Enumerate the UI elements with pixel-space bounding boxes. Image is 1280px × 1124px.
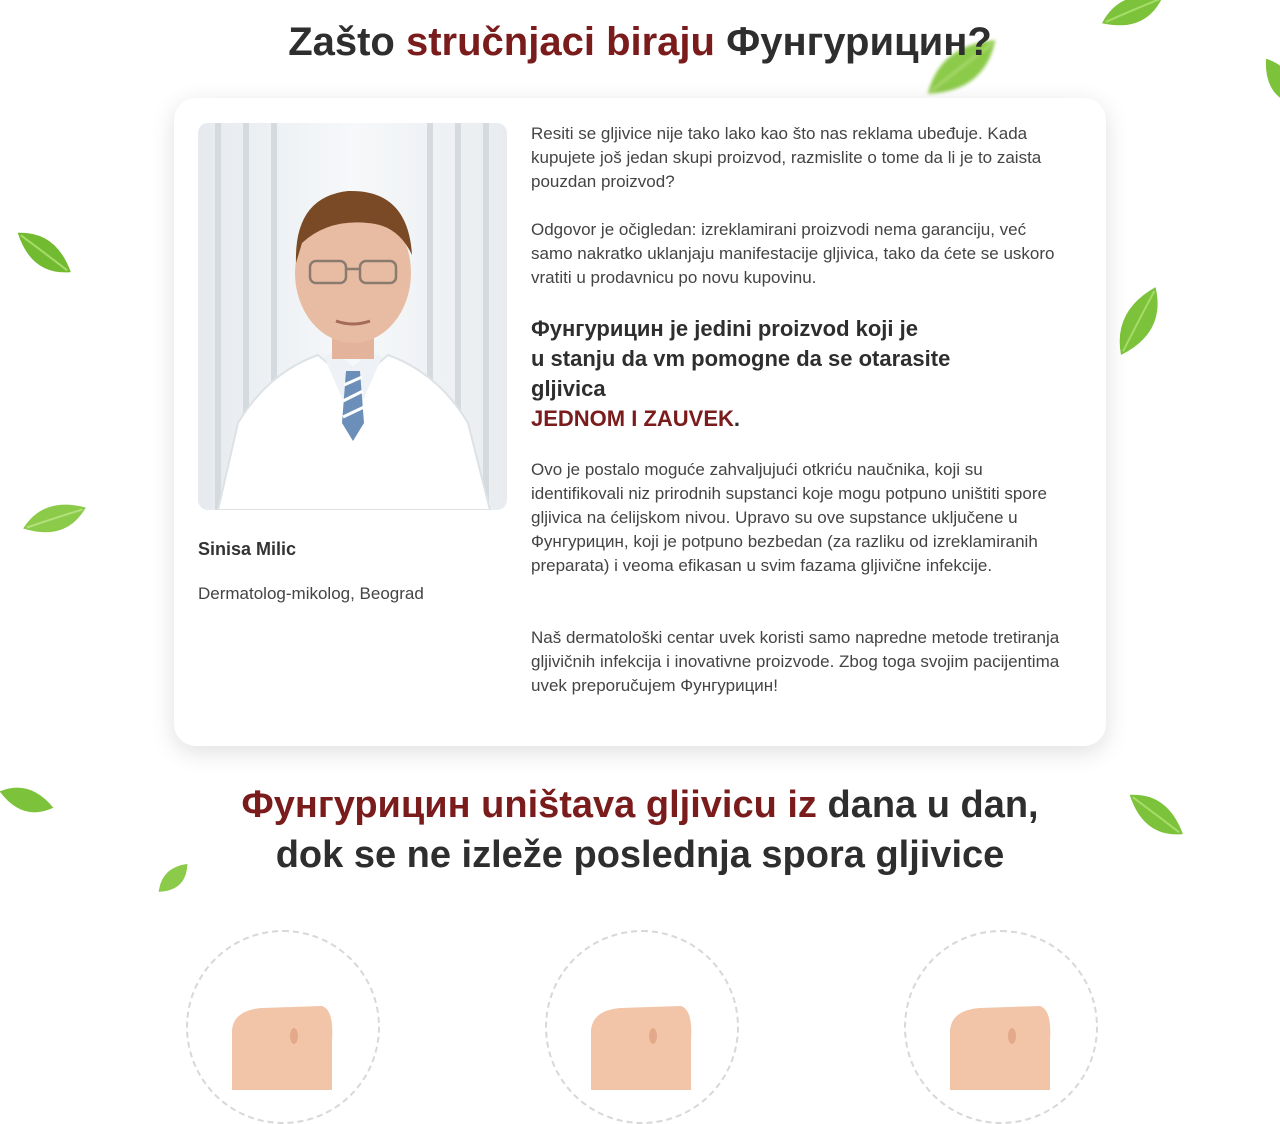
- lead-accent: JEDNOM I ZAUVEK: [531, 406, 734, 431]
- title-text: Фунгурицин?: [714, 20, 992, 64]
- doctor-name: Sinisa Milic: [198, 539, 297, 559]
- subtitle-line: [0, 780, 1280, 830]
- subtitle-accent: Фунгурицин uništava gljivicu iz: [241, 784, 817, 826]
- step-circle: [186, 930, 380, 1124]
- lead-line: gljivica: [531, 376, 606, 401]
- leaf-icon: [3, 216, 82, 292]
- paragraph: Ovo je postalo moguće zahvaljujući otkriću naučnika, koji su identifikovali niz prirodnih supstanci koje mogu potpuno uništiti spore gljivica na ćelijskom nivou. Upravo su ove supstance uključene u Фунгурицин, koji je potpuno bezbedan (za razliku od izreklamiranih preparata) i veoma efikasan u svim fazama gljivične infekcije.: [531, 460, 1047, 575]
- expert-card: [174, 98, 1106, 746]
- step-circle: [545, 930, 739, 1124]
- skin-illustration: [222, 970, 342, 1090]
- lead-accent-line: [531, 404, 1071, 434]
- title-text: Zašto: [288, 20, 406, 64]
- subtitle-text: dana u dan,: [816, 784, 1039, 826]
- paragraph: Odgovor je očigledan: izreklamirani proizvodi nema garanciju, već samo nakratko uklanjaju manifestacije gljivica, tako da ćete se uskoro vratiti u prodavnicu po novu kupovinu.: [531, 220, 1055, 287]
- leaf-icon: [16, 492, 94, 549]
- leaf-icon: [1101, 276, 1179, 367]
- lead-end: .: [733, 406, 741, 431]
- subtitle-line: dok se ne izleže poslednja spora gljivice: [275, 834, 1005, 876]
- skin-illustration: [940, 970, 1060, 1090]
- paragraph: Naš dermatološki centar uvek koristi samo napredne metode tretiranja gljivičnih infekcija i inovativne proizvode. Zbog toga svojim pacijentima uvek preporučujem Фунгурицин!: [531, 628, 1060, 695]
- title-accent: stručnjaci biraju: [405, 20, 715, 64]
- section-subtitle: [0, 780, 1280, 880]
- lead-line: Фунгурицин je jedini proizvod koji je: [531, 316, 918, 341]
- section-title: [0, 16, 1280, 68]
- skin-illustration: [581, 970, 701, 1090]
- paragraph: Resiti se gljivice nije tako lako kao što nas reklama ubeđuje. Kada kupujete još jedan skupi proizvod, razmislite o tome da li je to zaista pouzdan proizvod?: [531, 124, 1042, 191]
- step-circle: [904, 930, 1098, 1124]
- doctor-title: Dermatolog-mikolog, Beograd: [198, 584, 424, 603]
- doctor-photo: [198, 123, 507, 510]
- lead-line: u stanju da vm pomogne da se otarasite: [531, 346, 951, 371]
- lead-statement: [531, 314, 1071, 434]
